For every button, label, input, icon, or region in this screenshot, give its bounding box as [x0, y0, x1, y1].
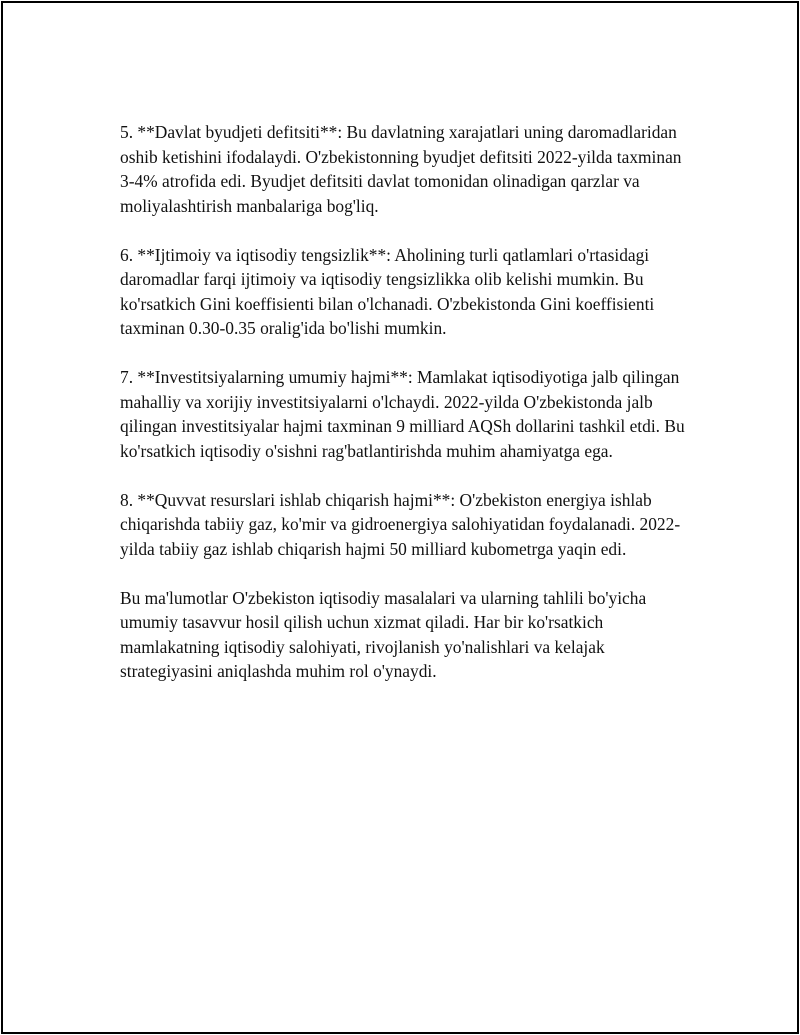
- paragraph-investments: 7. **Investitsiyalarning umumiy hajmi**: Mamlakat iqtisodiyotiga jalb qilingan mahalliy va xorijiy investitsiyalarni o'lchaydi. 2022-yilda O'zbekistonda jalb qilingan investitsiyalar hajmi taxminan 9 milliard AQSh dollarini tashkil etdi. Bu ko'rsatkich iqtisodiy o'sishni rag'batlantirishda muhim ahamiyatga ega.: [120, 367, 685, 461]
- paragraph-inequality: 6. **Ijtimoiy va iqtisodiy tengsizlik**: Aholining turli qatlamlari o'rtasidagi daromadlar farqi ijtimoiy va iqtisodiy tengsizlikka olib kelishi mumkin. Bu ko'rsatkich Gini koeffisienti bilan o'lchanadi. O'zbekistonda Gini koeffisienti taxminan 0.30-0.35 oralig'ida bo'lishi mumkin.: [120, 244, 655, 338]
- document-body: [120, 120, 700, 708]
- paragraph-budget-deficit: 5. **Davlat byudjeti defitsiti**: Bu davlatning xarajatlari uning daromadlaridan oshib ketishini ifodalaydi. O'zbekistonning byudjet defitsiti 2022-yilda taxminan 3-4% atrofida edi. Byudjet defitsiti davlat tomonidan olinadigan qarzlar va moliyalashtirish manbalariga bog'liq.: [120, 122, 682, 216]
- paragraph-conclusion: Bu ma'lumotlar O'zbekiston iqtisodiy masalalari va ularning tahlili bo'yicha umumiy tasavvur hosil qilish uchun xizmat qiladi. Har bir ko'rsatkich mamlakatning iqtisodiy salohiyati, rivojlanish yo'nalishlari va kelajak strategiyasini aniqlashda muhim rol o'ynaydi.: [120, 587, 647, 681]
- paragraph-energy-production: 8. **Quvvat resurslari ishlab chiqarish hajmi**: O'zbekiston energiya ishlab chiqarishda tabiiy gaz, ko'mir va gidroenergiya salohiyatidan foydalanadi. 2022-yilda tabiiy gaz ishlab chiqarish hajmi 50 milliard kubometrga yaqin edi.: [120, 489, 681, 559]
- document-page: [1, 1, 799, 1034]
